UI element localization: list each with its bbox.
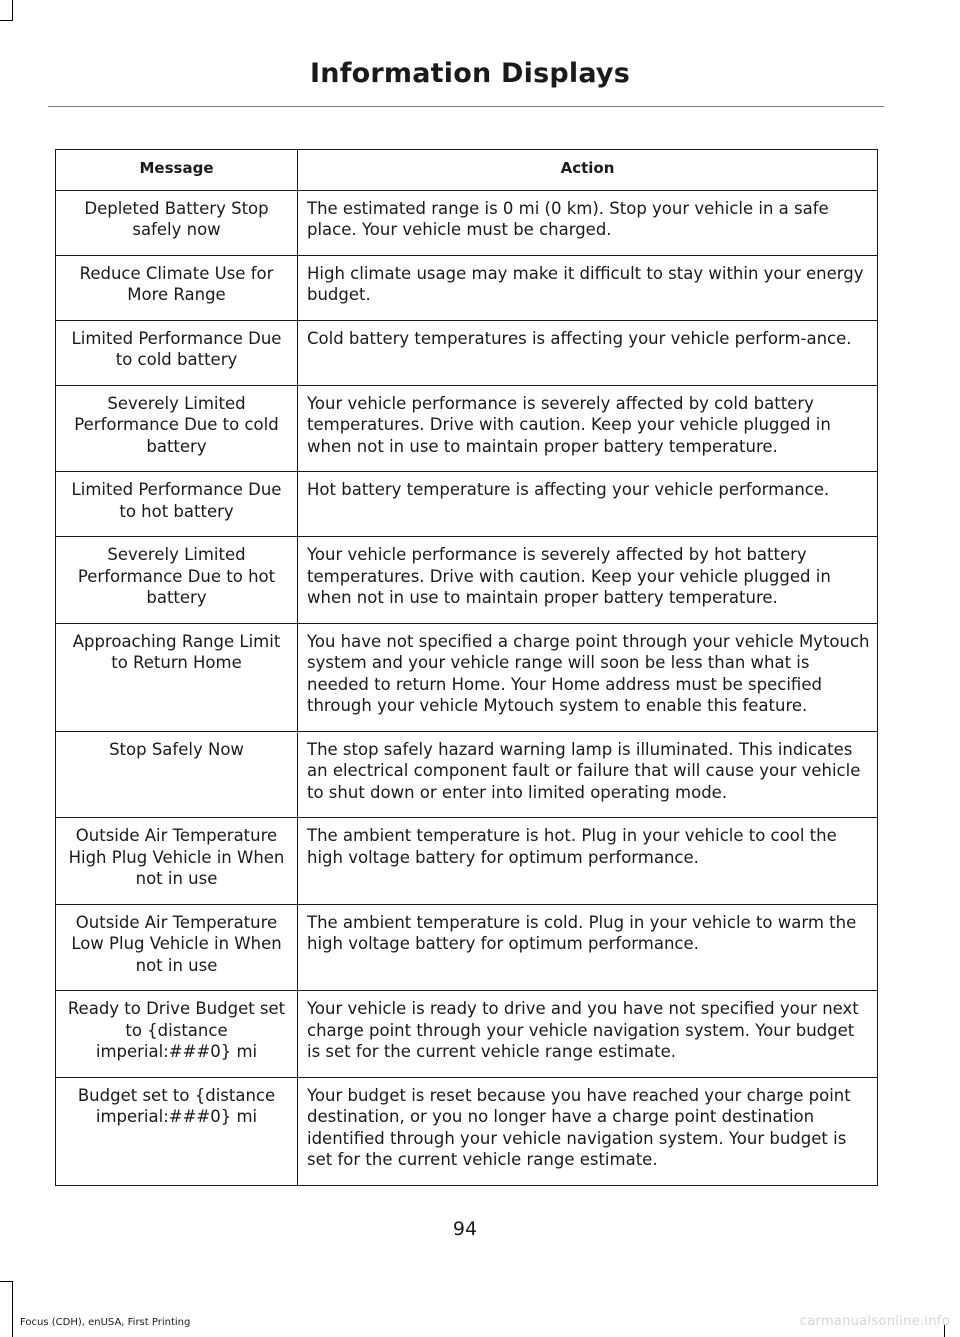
table-row (56, 320, 878, 385)
page-title: Information Displays (310, 58, 630, 89)
crop-mark-top-left-v (12, 0, 13, 20)
table-row (56, 731, 878, 818)
crop-mark-bottom-left-v (12, 1281, 13, 1337)
crop-mark-top-left-h (0, 20, 13, 21)
action-cell: High climate usage may make it difficult to stay within your energy budget. (298, 255, 878, 320)
table-row (56, 537, 878, 624)
action-cell: Your vehicle performance is severely affected by hot battery temperatures. Drive with caution. Keep your vehicle plugged in when not in use to maintain proper battery temperature. (298, 537, 878, 624)
message-cell: Outside Air Temperature High Plug Vehicle in When not in use (56, 818, 298, 905)
message-cell: Ready to Drive Budget set to {distance imperial:###0} mi (56, 991, 298, 1078)
action-cell: The ambient temperature is hot. Plug in your vehicle to cool the high voltage battery for optimum performance. (298, 818, 878, 905)
page-number: 94 (452, 1218, 478, 1240)
message-cell: Depleted Battery Stop safely now (56, 190, 298, 255)
column-header-message: Message (56, 150, 298, 191)
action-cell: Your vehicle is ready to drive and you have not specified your next charge point through your vehicle navigation system. Your budget is set for the current vehicle range estimate. (298, 991, 878, 1078)
message-cell: Reduce Climate Use for More Range (56, 255, 298, 320)
table-row (56, 991, 878, 1078)
message-cell: Severely Limited Performance Due to cold battery (56, 385, 298, 472)
table-row (56, 255, 878, 320)
message-cell: Stop Safely Now (56, 731, 298, 818)
action-cell: The stop safely hazard warning lamp is illuminated. This indicates an electrical component fault or failure that will cause your vehicle to shut down or enter into limited operating mode. (298, 731, 878, 818)
footer-edition: Focus (CDH), enUSA, First Printing (20, 1317, 191, 1328)
message-cell: Budget set to {distance imperial:###0} mi (56, 1077, 298, 1185)
table-header-row (56, 150, 878, 191)
table-row (56, 190, 878, 255)
message-cell: Limited Performance Due to hot battery (56, 472, 298, 537)
action-cell: You have not specified a charge point through your vehicle Mytouch system and your vehicle range will soon be less than what is needed to return Home. Your Home address must be specified through your vehicle Mytouch system to enable this feature. (298, 623, 878, 731)
action-cell: Your vehicle performance is severely affected by cold battery temperatures. Drive with caution. Keep your vehicle plugged in when not in use to maintain proper battery temperature. (298, 385, 878, 472)
message-cell: Severely Limited Performance Due to hot battery (56, 537, 298, 624)
action-cell: The estimated range is 0 mi (0 km). Stop your vehicle in a safe place. Your vehicle must be charged. (298, 190, 878, 255)
table-row (56, 904, 878, 991)
message-cell: Limited Performance Due to cold battery (56, 320, 298, 385)
action-cell: Cold battery temperatures is affecting your vehicle perform-ance. (298, 320, 878, 385)
watermark: carmanualsonline.info (799, 1314, 950, 1329)
action-cell: Your budget is reset because you have reached your charge point destination, or you no longer have a charge point destination identified through your vehicle navigation system. Your budget is set for the current vehicle range estimate. (298, 1077, 878, 1185)
table-row (56, 1077, 878, 1185)
header-divider (48, 106, 884, 107)
table-row (56, 472, 878, 537)
messages-table (55, 149, 878, 1186)
table-row (56, 385, 878, 472)
column-header-action: Action (298, 150, 878, 191)
crop-mark-bottom-left-h (0, 1281, 13, 1282)
table-row (56, 623, 878, 731)
action-cell: Hot battery temperature is affecting your vehicle performance. (298, 472, 878, 537)
action-cell: The ambient temperature is cold. Plug in your vehicle to warm the high voltage battery for optimum performance. (298, 904, 878, 991)
message-cell: Approaching Range Limit to Return Home (56, 623, 298, 731)
table-row (56, 818, 878, 905)
message-cell: Outside Air Temperature Low Plug Vehicle in When not in use (56, 904, 298, 991)
